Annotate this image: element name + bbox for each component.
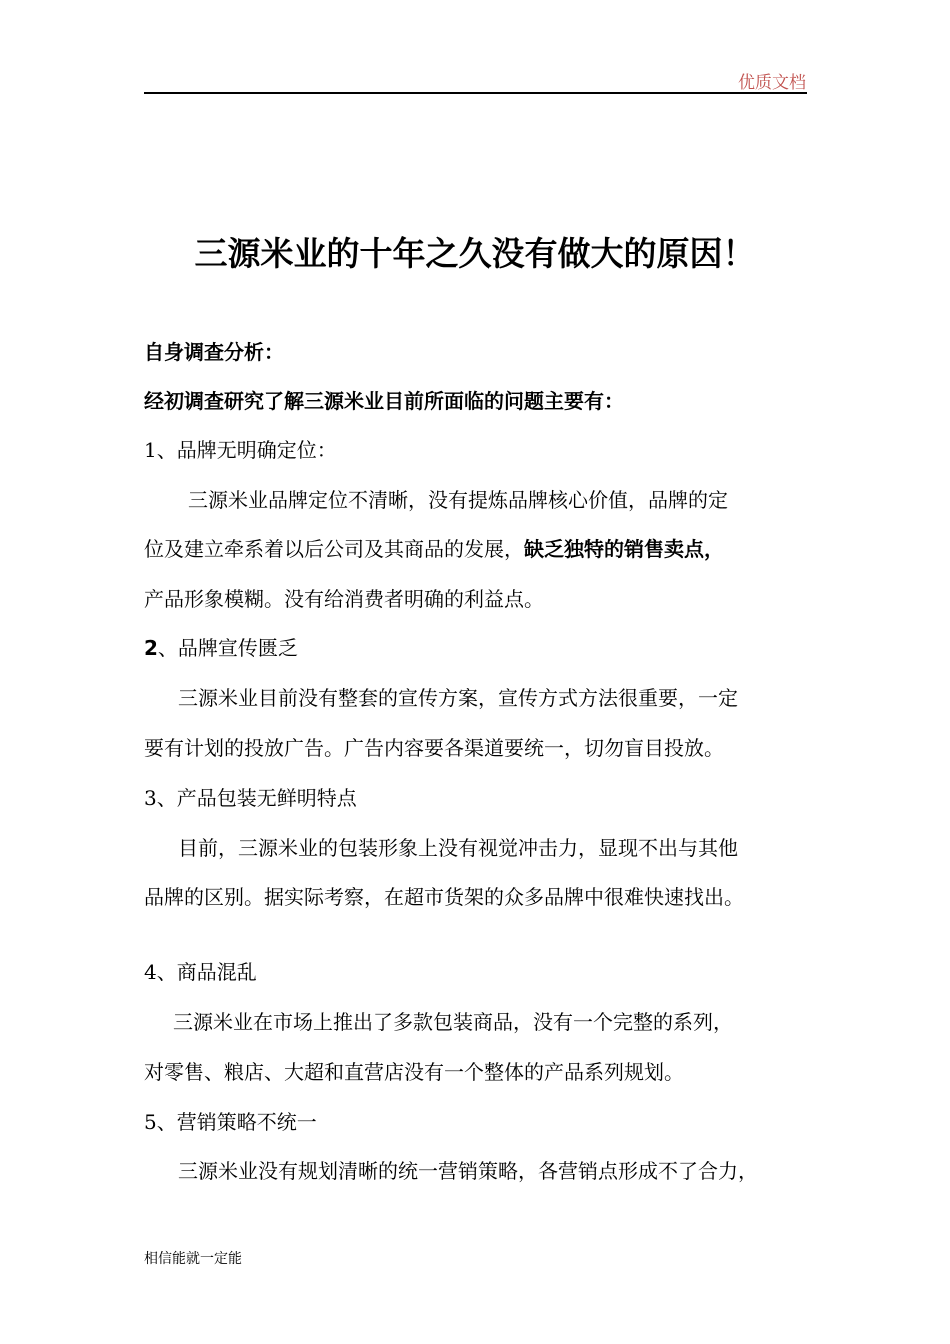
item-1-line-3: 产品形象模糊。没有给消费者明确的利益点。	[144, 587, 544, 611]
item-1-heading: 1、品牌无明确定位：	[144, 438, 337, 462]
item-4-line-2: 对零售、粮店、大超和直营店没有一个整体的产品系列规划。	[144, 1060, 684, 1084]
item-1-line-1: 三源米业品牌定位不清晰，没有提炼品牌核心价值，品牌的定	[188, 488, 728, 512]
header-rule	[144, 92, 807, 94]
item-4-heading: 4、商品混乱	[144, 960, 257, 984]
item-5-line-1: 三源米业没有规划清晰的统一营销策略，各营销点形成不了合力，	[178, 1159, 758, 1183]
item-3-line-1: 目前，三源米业的包装形象上没有视觉冲击力，显现不出与其他	[178, 836, 738, 860]
intro-line: 经初调查研究了解三源米业目前所面临的问题主要有：	[144, 389, 624, 413]
item-2-heading-text: 、品牌宣传匮乏	[157, 636, 298, 660]
section-heading: 自身调查分析：	[144, 340, 284, 364]
item-1-emphasis: 缺乏独特的销售卖点，	[524, 537, 724, 561]
item-5-heading: 5、营销策略不统一	[144, 1110, 317, 1134]
item-1-line-2-text: 位及建立牵系着以后公司及其商品的发展，	[144, 537, 524, 561]
item-4-line-1: 三源米业在市场上推出了多款包装商品，没有一个完整的系列，	[173, 1010, 733, 1034]
item-2-line-1: 三源米业目前没有整套的宣传方案，宣传方式方法很重要，一定	[178, 686, 738, 710]
header-label: 优质文档	[738, 73, 806, 93]
item-2-number: 2	[144, 636, 158, 660]
item-2-heading	[144, 634, 298, 662]
item-2-line-2: 要有计划的投放广告。广告内容要各渠道要统一，切勿盲目投放。	[144, 736, 724, 760]
item-3-heading: 3、产品包装无鲜明特点	[144, 786, 357, 810]
document-title: 三源米业的十年之久没有做大的原因！	[194, 234, 756, 273]
item-1-line-2	[144, 535, 724, 563]
item-3-line-2: 品牌的区别。据实际考察，在超市货架的众多品牌中很难快速找出。	[144, 885, 744, 909]
footer-text: 相信能就一定能	[144, 1251, 242, 1267]
